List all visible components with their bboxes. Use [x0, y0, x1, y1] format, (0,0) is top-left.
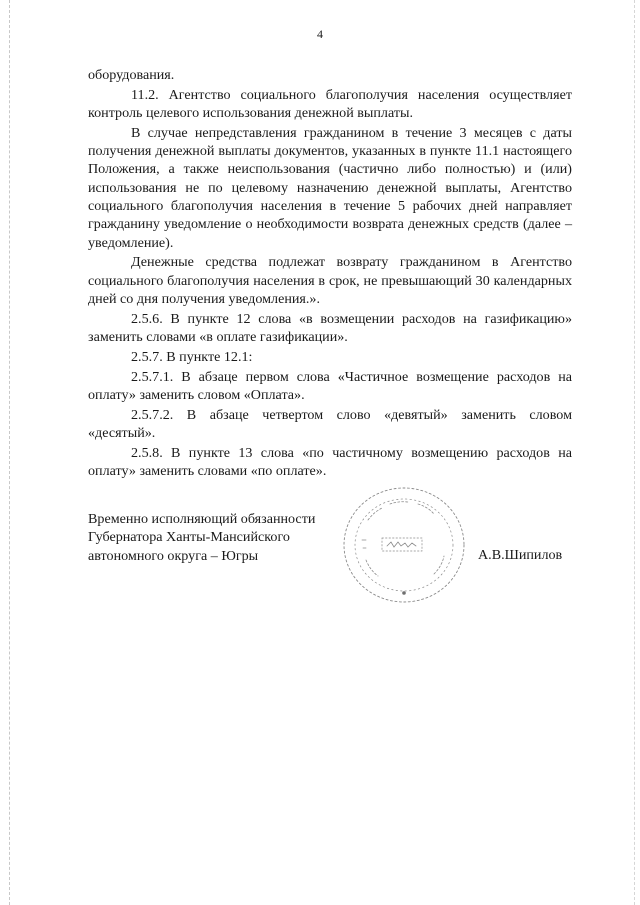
- paragraph: 2.5.7. В пункте 12.1:: [131, 348, 253, 365]
- official-seal-stamp-icon: [338, 482, 470, 608]
- paragraph: В случае непредставления гражданином в течение 3 месяцев с даты получения денежной выплаты документов, указанных в пункте 11.1 настоящего Положения, а также неиспользования (частично либо полностью) и (или) использования не по целевому назначению денежной выплаты, Агентство социального благополучия населения в течение 5 рабочих дней направляет гражданину уведомление о необходимости возврата денежных средств (далее – уведомление).: [88, 124, 572, 251]
- paragraph: оборудования.: [88, 67, 175, 83]
- paragraph: 2.5.8. В пункте 13 слова «по частичному возмещению расходов на оплату» заменить словами «по оплате».: [88, 444, 572, 480]
- signer-name: А.В.Шипилов: [478, 547, 563, 563]
- document-body: [88, 66, 572, 482]
- paragraph: 11.2. Агентство социального благополучия населения осуществляет контроль целевого использования денежной выплаты.: [88, 86, 572, 122]
- position-line: автономного округа – Югры: [88, 547, 259, 564]
- page-number: 4: [317, 27, 323, 41]
- scan-right-edge: [634, 0, 635, 905]
- paragraph: 2.5.7.1. В абзаце первом слова «Частичное возмещение расходов на оплату» заменить словом «Оплата».: [88, 368, 572, 404]
- paragraph: 2.5.6. В пункте 12 слова «в возмещении расходов на газификацию» заменить словами «в оплате газификации».: [88, 310, 572, 346]
- signatory-position: [88, 510, 348, 565]
- scan-left-edge: [9, 0, 10, 905]
- position-line: Временно исполняющий обязанности: [88, 511, 316, 527]
- paragraph: 2.5.7.2. В абзаце четвертом слово «девятый» заменить словом «десятый».: [88, 406, 572, 442]
- position-line: Губернатора Ханты-Мансийского: [88, 529, 290, 546]
- paragraph: Денежные средства подлежат возврату гражданином в Агентство социального благополучия населения в срок, не превышающий 30 календарных дней со дня получения уведомления.».: [88, 254, 572, 308]
